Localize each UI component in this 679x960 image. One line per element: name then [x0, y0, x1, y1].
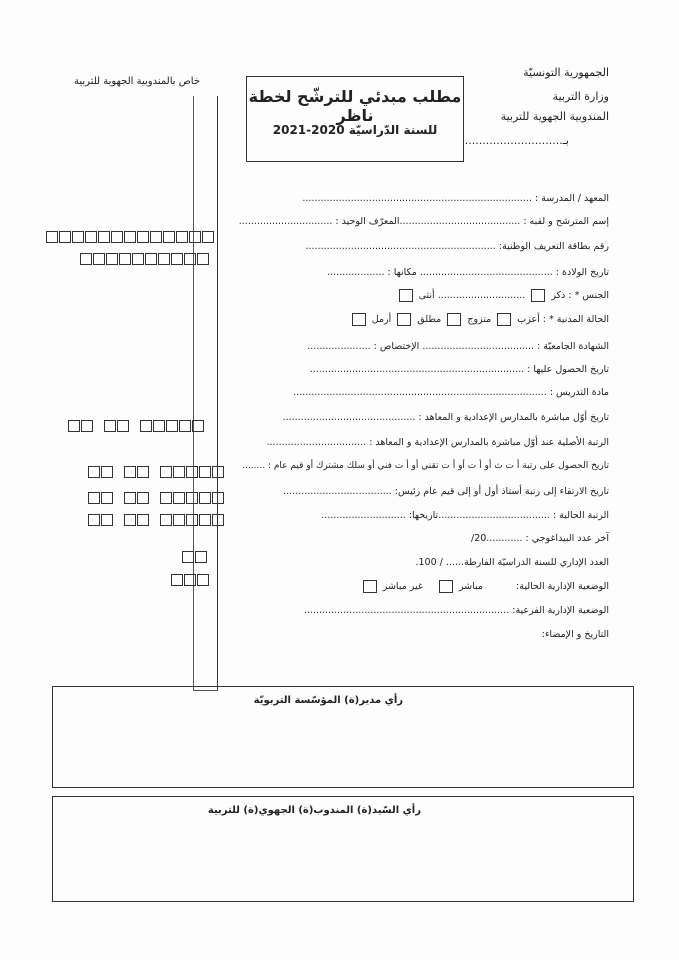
date-boxes-promotion[interactable] — [88, 492, 225, 504]
female-checkbox[interactable] — [399, 289, 413, 302]
ministry-line: وزارة التربية — [552, 90, 609, 103]
field-original-grade[interactable]: الرتبة الأصلية عند أوّل مباشرة بالمدارس الإعدادية و المعاهد : ................................. — [266, 437, 609, 448]
indirect-label: غير مباشر — [382, 581, 423, 592]
male-checkbox[interactable] — [531, 289, 545, 302]
direct-checkbox[interactable] — [439, 580, 453, 593]
field-birth[interactable]: تاريخ الولادة : ............................................ مكانها : ................... — [327, 267, 609, 278]
married-label: متزوج — [467, 314, 492, 325]
field-current-grade[interactable]: الرتبة الحالية : .....................................تاريخها: ............................ — [321, 510, 609, 521]
field-national-id[interactable]: رقم بطاقة التعريف الوطنية: ............................................................... — [305, 241, 609, 252]
admin-status-label: الوضعية الإدارية الحالية: — [516, 581, 609, 592]
date-boxes-grade[interactable] — [88, 466, 225, 478]
direct-label: مباشر — [458, 581, 483, 592]
field-admin-status — [360, 580, 609, 593]
female-label: أنثى — [418, 290, 435, 301]
field-gender — [396, 289, 609, 302]
title-box — [246, 76, 464, 162]
date-boxes-current-grade[interactable] — [88, 514, 225, 526]
delegation-line: المندوبية الجهوية للتربية — [500, 110, 609, 123]
id-boxes-row-1[interactable] — [46, 231, 215, 243]
principal-opinion-label: رأي مدير(ة) المؤسّسة التربويّة — [253, 695, 403, 706]
regional-use-label: خاص بالمندوبية الجهوية للتربية — [74, 76, 201, 87]
delegate-opinion-box[interactable] — [52, 796, 634, 902]
republic-line: الجمهورية التونسيّة — [523, 66, 609, 79]
date-boxes-first-service[interactable] — [68, 420, 205, 432]
civil-label: الحالة المدنية * : أعزب — [517, 314, 609, 325]
field-pedagogic-score[interactable]: آخر عدد البيداغوجي : ............20/ — [470, 533, 609, 544]
school-year: للسنة الدّراسيّة 2020-2021 — [272, 123, 438, 137]
delegation-place: بـ............................ — [464, 134, 569, 147]
field-degree-date[interactable]: تاريخ الحصول عليها : ....................................................................... — [309, 364, 609, 375]
header-republic — [459, 66, 609, 148]
form-title: مطلب مبدئي للترشّح لخطة ناظر — [248, 87, 462, 125]
id-boxes-row-2[interactable] — [80, 253, 210, 265]
field-admin-sub[interactable]: الوضعية الإدارية الفرعية: .................................................................... — [303, 605, 609, 616]
gender-label: الجنس * : ذكر — [551, 290, 609, 301]
field-first-service-date[interactable]: تاريخ أوّل مباشرة بالمدارس الإعدادية و المعاهد : ............................................ — [282, 412, 609, 423]
column-divider-inner — [193, 96, 218, 691]
score-boxes-admin[interactable] — [171, 574, 210, 586]
widowed-checkbox[interactable] — [352, 313, 366, 326]
divorced-label: مطلق — [417, 314, 442, 325]
single-checkbox[interactable] — [497, 313, 511, 326]
field-civil — [349, 313, 609, 326]
field-date-signature[interactable]: التاريخ و الإمضاء: — [541, 629, 609, 640]
field-name[interactable]: إسم المترشح و لقبه : ........................................المعرّف الوحيد : ............................... — [238, 216, 609, 227]
field-subject[interactable]: مادة التدريس : .................................................................................... — [293, 387, 609, 398]
married-checkbox[interactable] — [447, 313, 461, 326]
gender-dots: ............................. — [437, 290, 526, 301]
field-promotion-date[interactable]: تاريخ الارتقاء إلى رتبة أستاذ أول أو إلى قيم عام رئيس: .................................... — [283, 486, 609, 497]
field-degree[interactable]: الشهادة الجامعيّة : ..................................... الإختصاص : ..................... — [307, 341, 609, 352]
field-admin-score[interactable]: العدد الإداري للسنة الدراسيّة الفارطة...... / 100. — [415, 557, 609, 568]
delegate-opinion-label: رأي السّيد(ة) المندوب(ة) الجهوي(ة) للتربية — [207, 805, 421, 816]
widowed-label: أرمل — [371, 314, 392, 325]
field-school[interactable]: المعهد / المدرسة : ............................................................................ — [302, 193, 609, 204]
score-boxes-pedagogic[interactable] — [182, 551, 208, 563]
principal-opinion-box[interactable] — [52, 686, 634, 788]
field-grade-date[interactable]: تاريخ الحصول على رتبة أ ت ث أو أ ت أو أ ت تقني أو أ ت فني أو سلك مشترك أو قيم عام : ........ — [242, 461, 609, 471]
indirect-checkbox[interactable] — [363, 580, 377, 593]
divorced-checkbox[interactable] — [397, 313, 411, 326]
